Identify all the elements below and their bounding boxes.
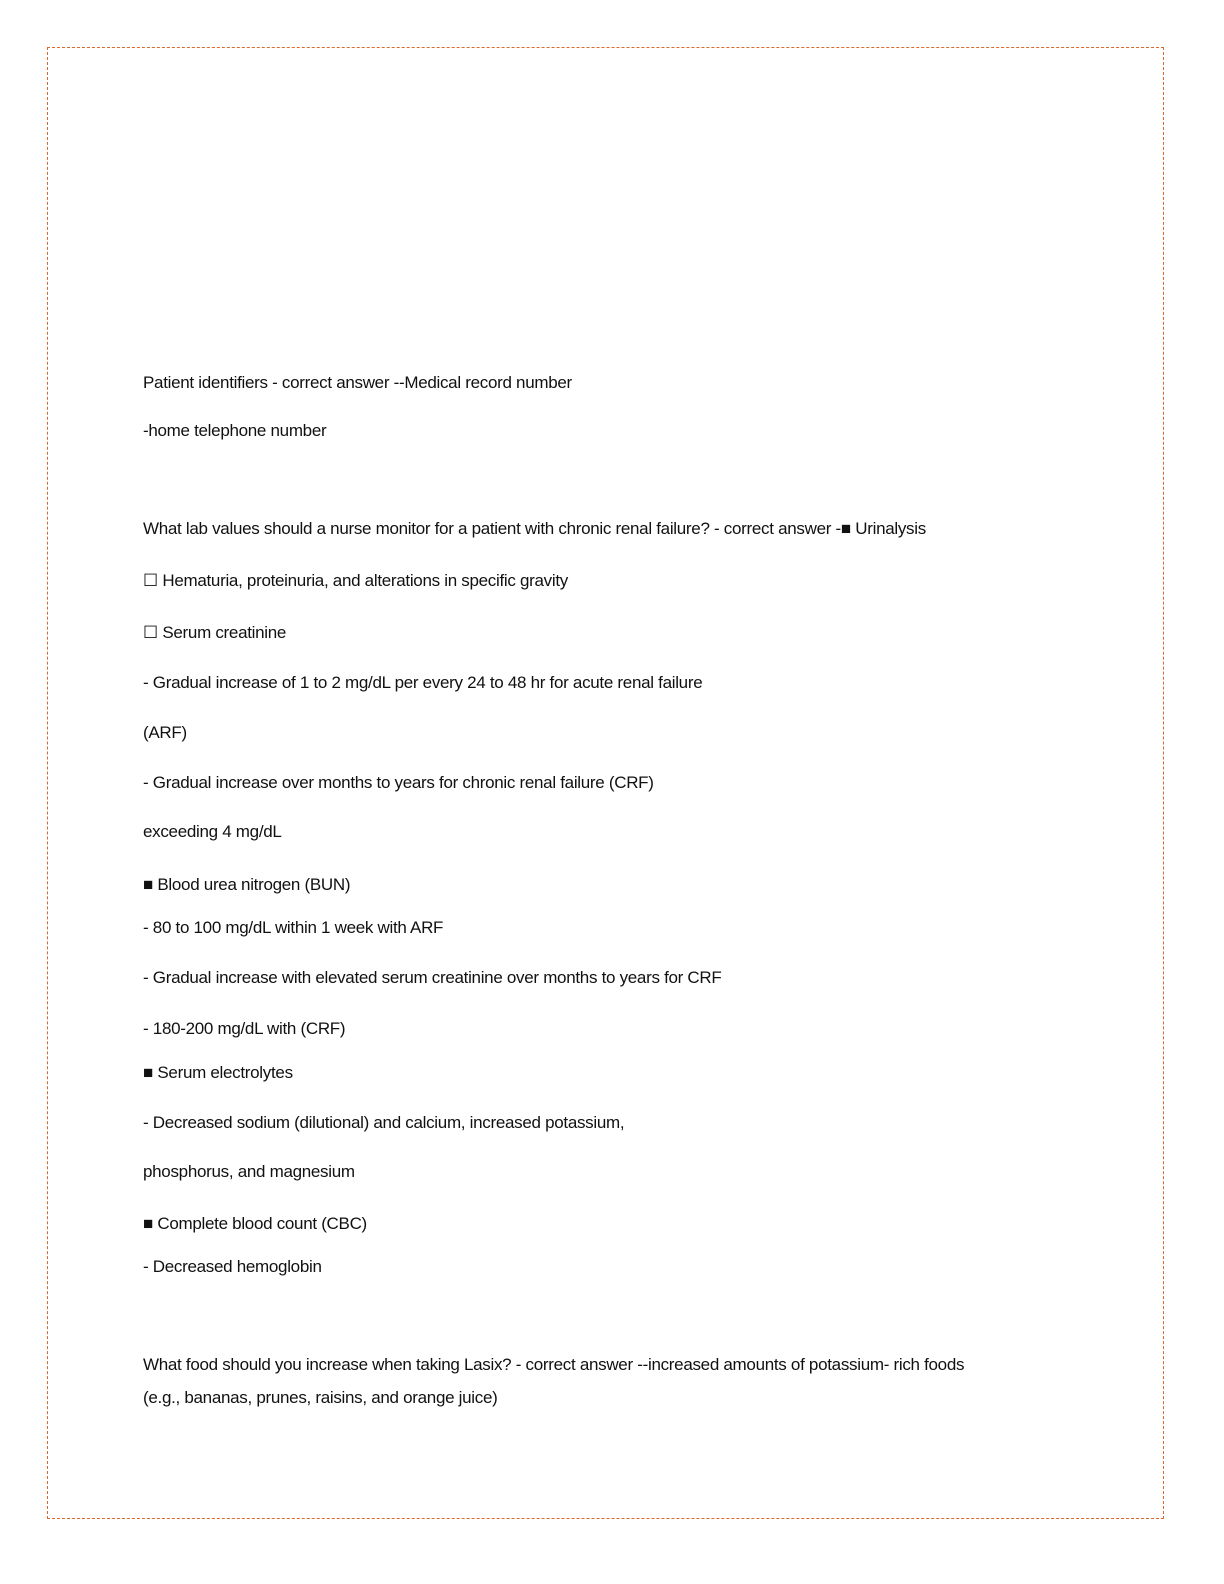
question-lab-values: What lab values should a nurse monitor for a patient with chronic renal failure? - correct answer -■ Urinalysis [143,519,926,538]
answer-line: ☐ Hematuria, proteinuria, and alterations in specific gravity [143,571,568,590]
answer-line: - 80 to 100 mg/dL within 1 week with ARF [143,918,444,937]
answer-line: ☐ Serum creatinine [143,623,287,642]
answer-line: ■ Complete blood count (CBC) [143,1214,367,1233]
answer-line: - Gradual increase with elevated serum creatinine over months to years for CRF [143,968,722,987]
answer-line: ■ Blood urea nitrogen (BUN) [143,875,351,894]
answer-line: ■ Serum electrolytes [143,1063,293,1082]
answer-line: phosphorus, and magnesium [143,1162,355,1181]
answer-line: - Gradual increase over months to years for chronic renal failure (CRF) [143,773,654,792]
answer-line: - 180-200 mg/dL with (CRF) [143,1019,346,1038]
answer-line: (e.g., bananas, prunes, raisins, and orange juice) [143,1388,498,1407]
answer-line: - Decreased hemoglobin [143,1257,322,1276]
question-lasix: What food should you increase when taking Lasix? - correct answer --increased amounts of potassium- rich foods [143,1355,965,1374]
answer-line: -home telephone number [143,421,327,440]
question-patient-identifiers: Patient identifiers - correct answer --Medical record number [143,373,572,392]
answer-line: exceeding 4 mg/dL [143,822,282,841]
answer-line: - Gradual increase of 1 to 2 mg/dL per every 24 to 48 hr for acute renal failure [143,673,703,692]
answer-line: - Decreased sodium (dilutional) and calcium, increased potassium, [143,1113,625,1132]
answer-line: (ARF) [143,723,187,742]
